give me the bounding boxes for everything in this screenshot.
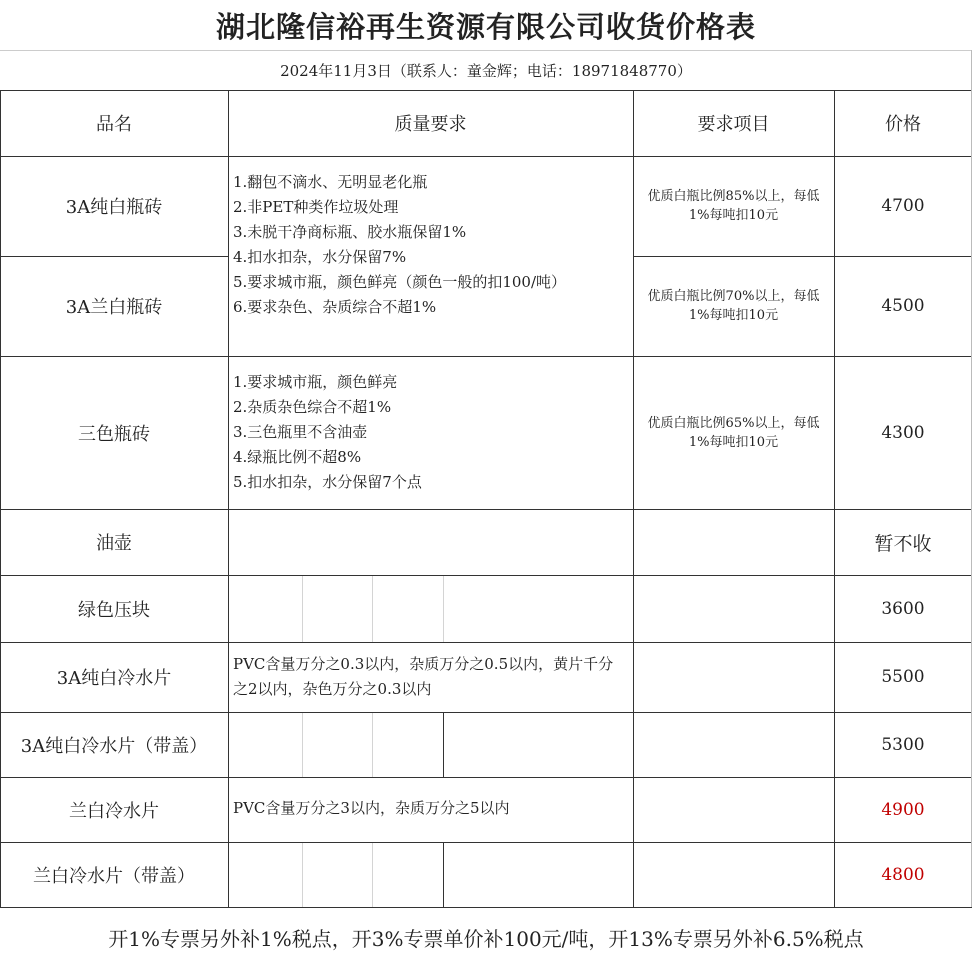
quality-requirements-white-flake	[229, 652, 633, 702]
grid-line	[372, 843, 373, 907]
quality-item: 2.杂质杂色综合不超1%	[233, 398, 392, 416]
quality-item: 5.扣水扣杂，水分保留7个点	[233, 473, 422, 491]
product-name: 3A纯白瓶砖	[65, 197, 163, 218]
product-name: 油壶	[96, 533, 132, 554]
product-name: 绿色压块	[78, 599, 150, 621]
quality-requirements-bottle	[229, 170, 633, 320]
header-quality: 质量要求	[394, 114, 467, 135]
product-name: 3A纯白冷水片（带盖）	[20, 735, 208, 757]
product-name: 兰白冷水片（带盖）	[33, 865, 195, 887]
product-name: 3A纯白冷水片	[56, 668, 172, 689]
grid-line	[443, 713, 444, 777]
quality-item: 5.要求城市瓶，颜色鲜亮（颜色一般的扣100/吨）	[233, 273, 566, 291]
quality-item: 1.要求城市瓶，颜色鲜亮	[233, 373, 398, 391]
date-contact-line: 2024年11月3日（联系人：童金辉；电话：18971848770）	[280, 61, 692, 80]
requirement-text: 优质白瓶比例70%以上，每低1%每吨扣10元	[647, 289, 820, 323]
price-value-highlight: 4800	[881, 864, 925, 885]
requirement-text: 优质白瓶比例65%以上，每低1%每吨扣10元	[647, 415, 820, 450]
grid-line	[302, 843, 303, 907]
quality-item: 3.未脱干净商标瓶、胶水瓶保留1%	[233, 223, 467, 241]
quality-item: 4.绿瓶比例不超8%	[233, 448, 362, 466]
product-name: 3A兰白瓶砖	[65, 297, 163, 318]
price-value: 4300	[881, 422, 925, 443]
header-price: 价格	[885, 114, 921, 135]
price-value-highlight: 4900	[881, 799, 925, 820]
requirement-text: 优质白瓶比例85%以上，每低1%每吨扣10元	[647, 189, 820, 223]
quality-item: PVC含量万分之0.3以内，杂质万分之0.5以内，黄片千分之2以内，杂色万分之0.3以内	[233, 655, 614, 698]
page-title: 湖北隆信裕再生资源有限公司收货价格表	[215, 9, 756, 44]
quality-item: PVC含量万分之3以内，杂质万分之5以内	[233, 799, 510, 817]
product-name: 兰白冷水片	[69, 800, 159, 822]
price-value: 3600	[881, 598, 925, 619]
header-requirement: 要求项目	[697, 114, 770, 135]
grid-line	[302, 576, 303, 642]
grid-line	[443, 576, 444, 642]
price-value: 5500	[881, 667, 925, 687]
price-value: 4700	[881, 196, 925, 216]
tax-note-footer: 开1%专票另外补1%税点，开3%专票单价补100元/吨，开13%专票另外补6.5%税点	[108, 926, 864, 951]
grid-line	[443, 843, 444, 907]
grid-line	[302, 713, 303, 777]
quality-requirements-blue-flake	[229, 796, 633, 821]
quality-item: 4.扣水扣杂，水分保留7%	[233, 248, 407, 266]
quality-item: 3.三色瓶里不含油壶	[233, 423, 368, 441]
price-value: 暂不收	[874, 532, 932, 555]
price-value: 5300	[881, 734, 925, 755]
quality-item: 6.要求杂色、杂质综合不超1%	[233, 298, 437, 316]
quality-item: 2.非PET种类作垃圾处理	[233, 198, 399, 216]
price-value: 4500	[881, 296, 925, 316]
grid-line	[372, 713, 373, 777]
quality-requirements-tricolor	[229, 370, 633, 495]
header-name: 品名	[96, 114, 132, 135]
product-name: 三色瓶砖	[78, 423, 150, 445]
grid-line	[0, 50, 972, 51]
quality-item: 1.翻包不滴水、无明显老化瓶	[233, 173, 428, 191]
grid-line	[372, 576, 373, 642]
